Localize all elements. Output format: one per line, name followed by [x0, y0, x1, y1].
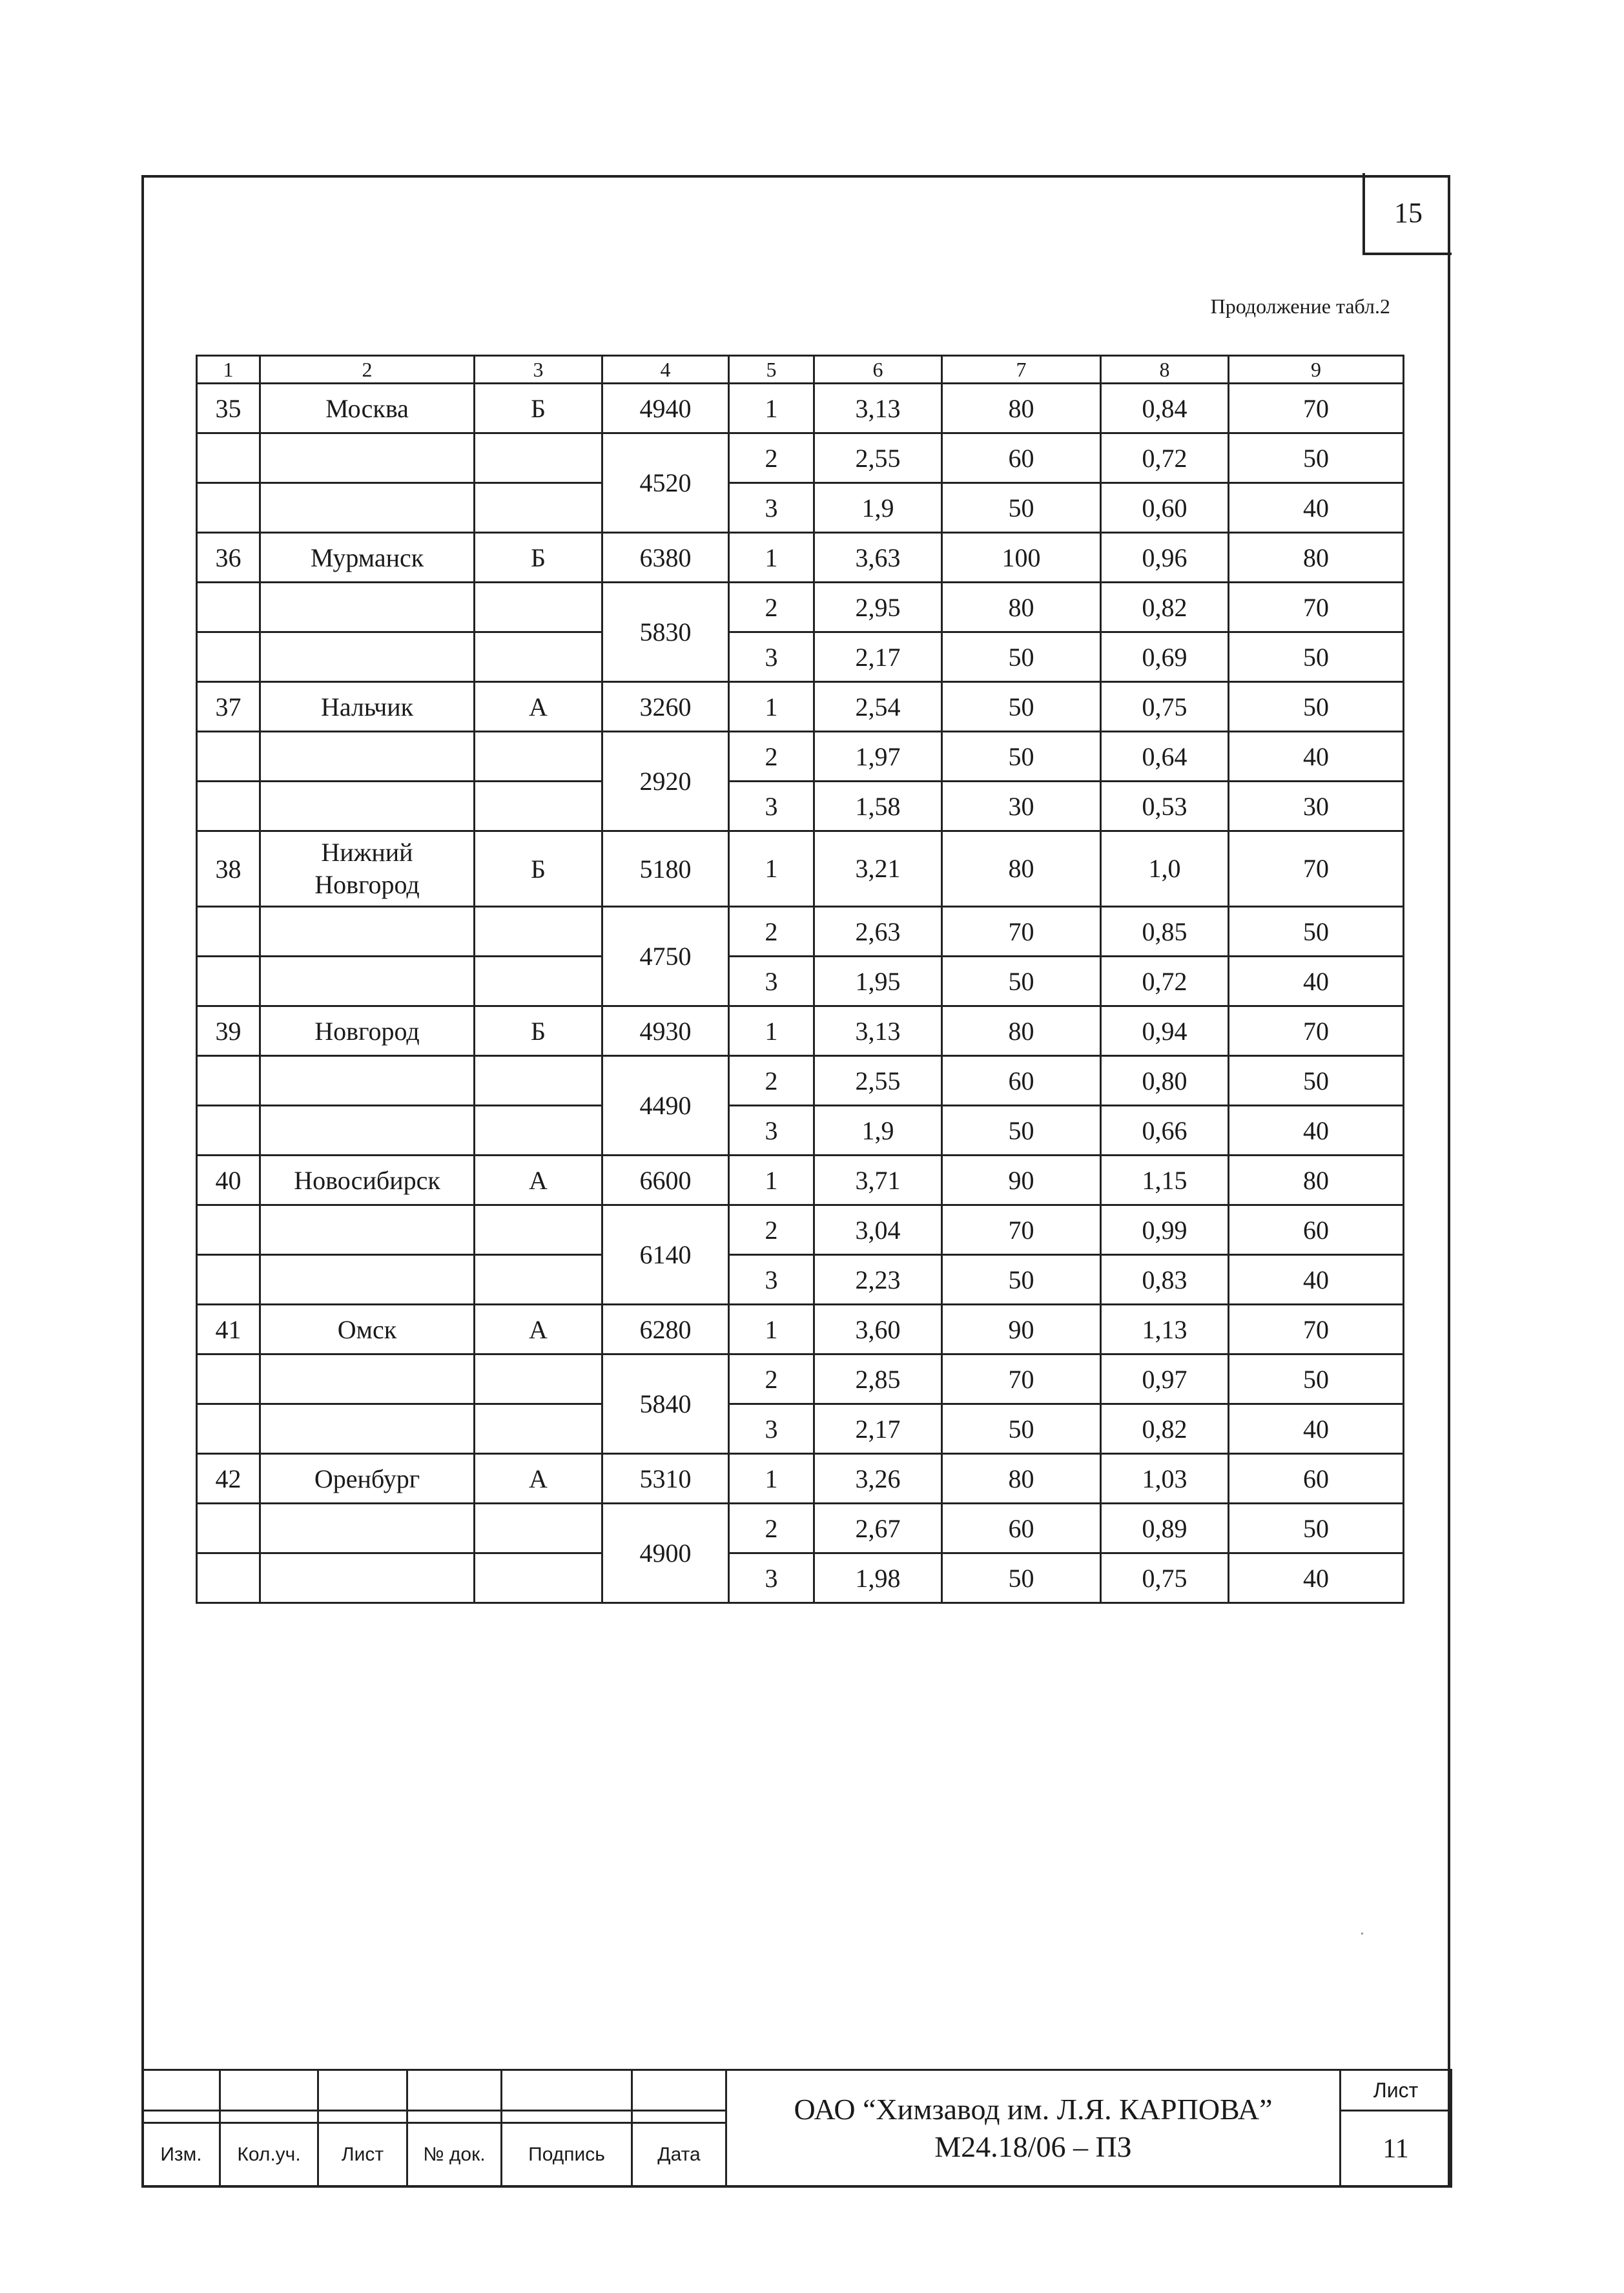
data-cell: 1,95 [814, 957, 942, 1006]
empty-cell [475, 1504, 602, 1553]
city-name: Нижний Новгород [260, 831, 475, 907]
data-cell: 100 [942, 533, 1101, 583]
row-number: 36 [197, 533, 260, 583]
table-row [197, 1205, 1404, 1255]
data-cell: 1 [729, 1305, 814, 1354]
sheet-number: 11 [1341, 2111, 1452, 2187]
data-cell: 2,55 [814, 433, 942, 483]
empty-cell [197, 632, 260, 682]
stamp-cell [632, 2111, 726, 2123]
empty-cell [475, 1354, 602, 1404]
stamp-cell [632, 2070, 726, 2111]
table-row [197, 1006, 1404, 1056]
sheet-label: Лист [1341, 2070, 1452, 2111]
data-cell: 60 [942, 1056, 1101, 1106]
data-cell: 60 [942, 1504, 1101, 1553]
data-cell: 30 [942, 782, 1101, 831]
data-cell: 40 [1229, 1255, 1404, 1305]
data-cell: 50 [1229, 1504, 1404, 1553]
data-cell: 3,63 [814, 533, 942, 583]
table-row [197, 907, 1404, 957]
category-cell: Б [475, 533, 602, 583]
header-cell: 7 [942, 356, 1101, 384]
city-name: Оренбург [260, 1454, 475, 1504]
data-cell: 1 [729, 1156, 814, 1205]
header-cell: 4 [602, 356, 729, 384]
value-cell: 6600 [602, 1156, 729, 1205]
data-cell: 3 [729, 1404, 814, 1454]
table-row [197, 1504, 1404, 1553]
data-cell: 1 [729, 1006, 814, 1056]
stamp-cell [318, 2111, 407, 2123]
empty-cell [197, 1205, 260, 1255]
empty-cell [197, 1553, 260, 1603]
data-cell: 2,23 [814, 1255, 942, 1305]
stamp-cell [407, 2070, 502, 2111]
empty-cell [475, 1404, 602, 1454]
data-cell: 70 [1229, 831, 1404, 907]
data-cell: 2 [729, 1056, 814, 1106]
data-cell: 1 [729, 831, 814, 907]
data-cell: 0,85 [1101, 907, 1229, 957]
data-cell: 0,75 [1101, 1553, 1229, 1603]
data-cell: 90 [942, 1305, 1101, 1354]
data-cell: 50 [942, 682, 1101, 732]
data-cell: 2,17 [814, 632, 942, 682]
data-cell: 0,97 [1101, 1354, 1229, 1404]
value-cell: 4490 [602, 1056, 729, 1156]
city-name: Мурманск [260, 533, 475, 583]
value-cell: 4900 [602, 1504, 729, 1603]
table-row [197, 1354, 1404, 1404]
data-cell: 30 [1229, 782, 1404, 831]
table-row [197, 433, 1404, 483]
stamp-label-date: Дата [632, 2122, 726, 2186]
data-cell: 70 [1229, 1006, 1404, 1056]
data-cell: 70 [1229, 384, 1404, 433]
data-cell: 3,04 [814, 1205, 942, 1255]
data-cell: 0,72 [1101, 957, 1229, 1006]
city-name: Омск [260, 1305, 475, 1354]
title-block [141, 2069, 1452, 2188]
value-cell: 6380 [602, 533, 729, 583]
organization-name: ОАО “Химзавод им. Л.Я. КАРПОВА” [794, 2093, 1273, 2126]
empty-cell [475, 583, 602, 632]
empty-cell [260, 732, 475, 782]
scan-speck [1361, 1933, 1363, 1935]
value-cell: 5830 [602, 583, 729, 682]
header-row [197, 356, 1404, 384]
data-cell: 2 [729, 732, 814, 782]
table-row [197, 632, 1404, 682]
data-cell: 2,17 [814, 1404, 942, 1454]
data-cell: 40 [1229, 1106, 1404, 1156]
data-cell: 60 [1229, 1205, 1404, 1255]
table-row [197, 682, 1404, 732]
data-cell: 3,13 [814, 1006, 942, 1056]
data-cell: 3 [729, 1106, 814, 1156]
empty-cell [475, 1056, 602, 1106]
category-cell: А [475, 682, 602, 732]
value-cell: 4520 [602, 433, 729, 533]
empty-cell [260, 1255, 475, 1305]
category-cell: Б [475, 1006, 602, 1056]
data-cell: 50 [942, 732, 1101, 782]
data-cell: 80 [942, 583, 1101, 632]
empty-cell [475, 1255, 602, 1305]
table-row [197, 1553, 1404, 1603]
city-name: Нальчик [260, 682, 475, 732]
continuation-label: Продолжение табл.2 [1210, 295, 1390, 318]
data-cell: 0,89 [1101, 1504, 1229, 1553]
data-cell: 2,54 [814, 682, 942, 732]
data-cell: 50 [942, 957, 1101, 1006]
empty-cell [197, 907, 260, 957]
empty-cell [475, 1205, 602, 1255]
data-cell: 1 [729, 682, 814, 732]
data-cell: 3,26 [814, 1454, 942, 1504]
data-cell: 50 [1229, 907, 1404, 957]
empty-cell [260, 1504, 475, 1553]
table-row [197, 483, 1404, 533]
table-row [197, 1255, 1404, 1305]
empty-cell [260, 907, 475, 957]
empty-cell [197, 483, 260, 533]
data-cell: 1,0 [1101, 831, 1229, 907]
data-cell: 3,60 [814, 1305, 942, 1354]
row-number: 41 [197, 1305, 260, 1354]
data-cell: 0,75 [1101, 682, 1229, 732]
data-cell: 50 [942, 1553, 1101, 1603]
row-number: 35 [197, 384, 260, 433]
table-row [197, 831, 1404, 907]
empty-cell [260, 1205, 475, 1255]
empty-cell [197, 1255, 260, 1305]
stamp-label-change: Изм. [143, 2122, 220, 2186]
empty-cell [197, 1354, 260, 1404]
row-number: 39 [197, 1006, 260, 1056]
value-cell: 2920 [602, 732, 729, 831]
data-cell: 90 [942, 1156, 1101, 1205]
category-cell: Б [475, 831, 602, 907]
empty-cell [197, 1106, 260, 1156]
data-cell: 0,94 [1101, 1006, 1229, 1056]
value-cell: 4750 [602, 907, 729, 1006]
table-row [197, 583, 1404, 632]
category-cell: А [475, 1156, 602, 1205]
header-cell: 8 [1101, 356, 1229, 384]
data-cell: 1 [729, 1454, 814, 1504]
data-cell: 0,99 [1101, 1205, 1229, 1255]
data-cell: 40 [1229, 957, 1404, 1006]
city-name: Новгород [260, 1006, 475, 1056]
data-cell: 1,9 [814, 1106, 942, 1156]
data-cell: 40 [1229, 1404, 1404, 1454]
data-cell: 80 [1229, 533, 1404, 583]
stamp-label-sheet: Лист [318, 2122, 407, 2186]
data-cell: 0,96 [1101, 533, 1229, 583]
empty-cell [197, 1056, 260, 1106]
stamp-label-count: Кол.уч. [220, 2122, 318, 2186]
data-cell: 1 [729, 384, 814, 433]
data-cell: 2,55 [814, 1056, 942, 1106]
value-cell: 6280 [602, 1305, 729, 1354]
empty-cell [260, 433, 475, 483]
stamp-cell [220, 2070, 318, 2111]
header-cell: 1 [197, 356, 260, 384]
data-cell: 80 [942, 831, 1101, 907]
header-cell: 6 [814, 356, 942, 384]
data-cell: 0,69 [1101, 632, 1229, 682]
data-cell: 2 [729, 583, 814, 632]
row-number: 37 [197, 682, 260, 732]
data-cell: 3 [729, 483, 814, 533]
data-cell: 1,98 [814, 1553, 942, 1603]
data-cell: 2,85 [814, 1354, 942, 1404]
data-cell: 0,82 [1101, 583, 1229, 632]
data-cell: 70 [942, 1354, 1101, 1404]
category-cell: А [475, 1454, 602, 1504]
stamp-cell [143, 2111, 220, 2123]
empty-cell [475, 732, 602, 782]
stamp-cell [220, 2111, 318, 2123]
empty-cell [260, 1354, 475, 1404]
document-code: М24.18/06 – ПЗ [934, 2130, 1132, 2163]
empty-cell [260, 1404, 475, 1454]
stamp-cell [143, 2070, 220, 2111]
data-cell: 2 [729, 1205, 814, 1255]
table-row [197, 384, 1404, 433]
value-cell: 5180 [602, 831, 729, 907]
data-cell: 1,9 [814, 483, 942, 533]
data-cell: 50 [1229, 1056, 1404, 1106]
data-cell: 50 [1229, 1354, 1404, 1404]
data-cell: 3,71 [814, 1156, 942, 1205]
data-cell: 3,21 [814, 831, 942, 907]
data-cell: 3 [729, 1553, 814, 1603]
data-cell: 0,84 [1101, 384, 1229, 433]
empty-cell [197, 957, 260, 1006]
table-row [197, 1305, 1404, 1354]
data-cell: 50 [942, 1404, 1101, 1454]
empty-cell [475, 782, 602, 831]
value-cell: 6140 [602, 1205, 729, 1305]
data-cell: 40 [1229, 1553, 1404, 1603]
table-row [197, 1156, 1404, 1205]
empty-cell [475, 433, 602, 483]
table-row [197, 732, 1404, 782]
stamp-cell [502, 2070, 632, 2111]
empty-cell [475, 907, 602, 957]
data-cell: 0,80 [1101, 1056, 1229, 1106]
data-cell: 80 [942, 384, 1101, 433]
value-cell: 4940 [602, 384, 729, 433]
table-row [197, 957, 1404, 1006]
header-cell: 5 [729, 356, 814, 384]
data-cell: 1 [729, 533, 814, 583]
empty-cell [475, 957, 602, 1006]
data-cell: 2,67 [814, 1504, 942, 1553]
empty-cell [260, 957, 475, 1006]
header-cell: 9 [1229, 356, 1404, 384]
empty-cell [260, 1056, 475, 1106]
empty-cell [260, 1553, 475, 1603]
empty-cell [475, 632, 602, 682]
value-cell: 3260 [602, 682, 729, 732]
data-cell: 50 [1229, 433, 1404, 483]
empty-cell [475, 1553, 602, 1603]
data-cell: 3,13 [814, 384, 942, 433]
data-cell: 70 [942, 1205, 1101, 1255]
empty-cell [475, 1106, 602, 1156]
stamp-cell [502, 2111, 632, 2123]
data-cell: 50 [1229, 682, 1404, 732]
table-row [197, 1404, 1404, 1454]
empty-cell [475, 483, 602, 533]
stamp-label-signature: Подпись [502, 2122, 632, 2186]
empty-cell [260, 1106, 475, 1156]
data-cell: 0,66 [1101, 1106, 1229, 1156]
data-cell: 70 [1229, 1305, 1404, 1354]
row-number: 42 [197, 1454, 260, 1504]
data-table [196, 355, 1404, 1604]
data-cell: 50 [1229, 632, 1404, 682]
data-cell: 0,82 [1101, 1404, 1229, 1454]
data-cell: 50 [942, 1106, 1101, 1156]
data-cell: 3 [729, 632, 814, 682]
data-cell: 2,63 [814, 907, 942, 957]
stamp-label-doc-number: № док. [407, 2122, 502, 2186]
table-row [197, 1454, 1404, 1504]
data-cell: 40 [1229, 483, 1404, 533]
empty-cell [260, 782, 475, 831]
empty-cell [197, 583, 260, 632]
table-row [197, 1106, 1404, 1156]
empty-cell [197, 782, 260, 831]
data-cell: 3 [729, 957, 814, 1006]
data-cell: 50 [942, 483, 1101, 533]
organization-cell [726, 2070, 1341, 2187]
page-number: 15 [1362, 173, 1452, 255]
data-cell: 70 [1229, 583, 1404, 632]
data-cell: 0,60 [1101, 483, 1229, 533]
data-cell: 60 [1229, 1454, 1404, 1504]
data-cell: 0,64 [1101, 732, 1229, 782]
city-name: Москва [260, 384, 475, 433]
data-cell: 60 [942, 433, 1101, 483]
data-cell: 50 [942, 632, 1101, 682]
data-cell: 1,15 [1101, 1156, 1229, 1205]
empty-cell [197, 433, 260, 483]
data-cell: 80 [942, 1006, 1101, 1056]
data-cell: 70 [942, 907, 1101, 957]
data-cell: 80 [1229, 1156, 1404, 1205]
value-cell: 5840 [602, 1354, 729, 1454]
row-number: 40 [197, 1156, 260, 1205]
header-cell: 3 [475, 356, 602, 384]
value-cell: 4930 [602, 1006, 729, 1056]
data-cell: 2 [729, 907, 814, 957]
empty-cell [260, 483, 475, 533]
data-cell: 1,58 [814, 782, 942, 831]
data-cell: 2 [729, 433, 814, 483]
table-row [197, 782, 1404, 831]
category-cell: Б [475, 384, 602, 433]
data-cell: 0,83 [1101, 1255, 1229, 1305]
value-cell: 5310 [602, 1454, 729, 1504]
data-cell: 0,72 [1101, 433, 1229, 483]
category-cell: А [475, 1305, 602, 1354]
empty-cell [197, 1504, 260, 1553]
data-cell: 1,97 [814, 732, 942, 782]
city-name: Новосибирск [260, 1156, 475, 1205]
data-cell: 2 [729, 1504, 814, 1553]
data-cell: 2,95 [814, 583, 942, 632]
table-body [197, 384, 1404, 1603]
table-row [197, 1056, 1404, 1106]
row-number: 38 [197, 831, 260, 907]
data-cell: 3 [729, 782, 814, 831]
data-cell: 40 [1229, 732, 1404, 782]
header-cell: 2 [260, 356, 475, 384]
data-cell: 0,53 [1101, 782, 1229, 831]
empty-cell [260, 583, 475, 632]
data-cell: 2 [729, 1354, 814, 1404]
data-cell: 3 [729, 1255, 814, 1305]
empty-cell [260, 632, 475, 682]
data-cell: 1,03 [1101, 1454, 1229, 1504]
stamp-cell [318, 2070, 407, 2111]
data-cell: 80 [942, 1454, 1101, 1504]
table-row [197, 533, 1404, 583]
empty-cell [197, 732, 260, 782]
empty-cell [197, 1404, 260, 1454]
data-cell: 50 [942, 1255, 1101, 1305]
data-cell: 1,13 [1101, 1305, 1229, 1354]
stamp-cell [407, 2111, 502, 2123]
